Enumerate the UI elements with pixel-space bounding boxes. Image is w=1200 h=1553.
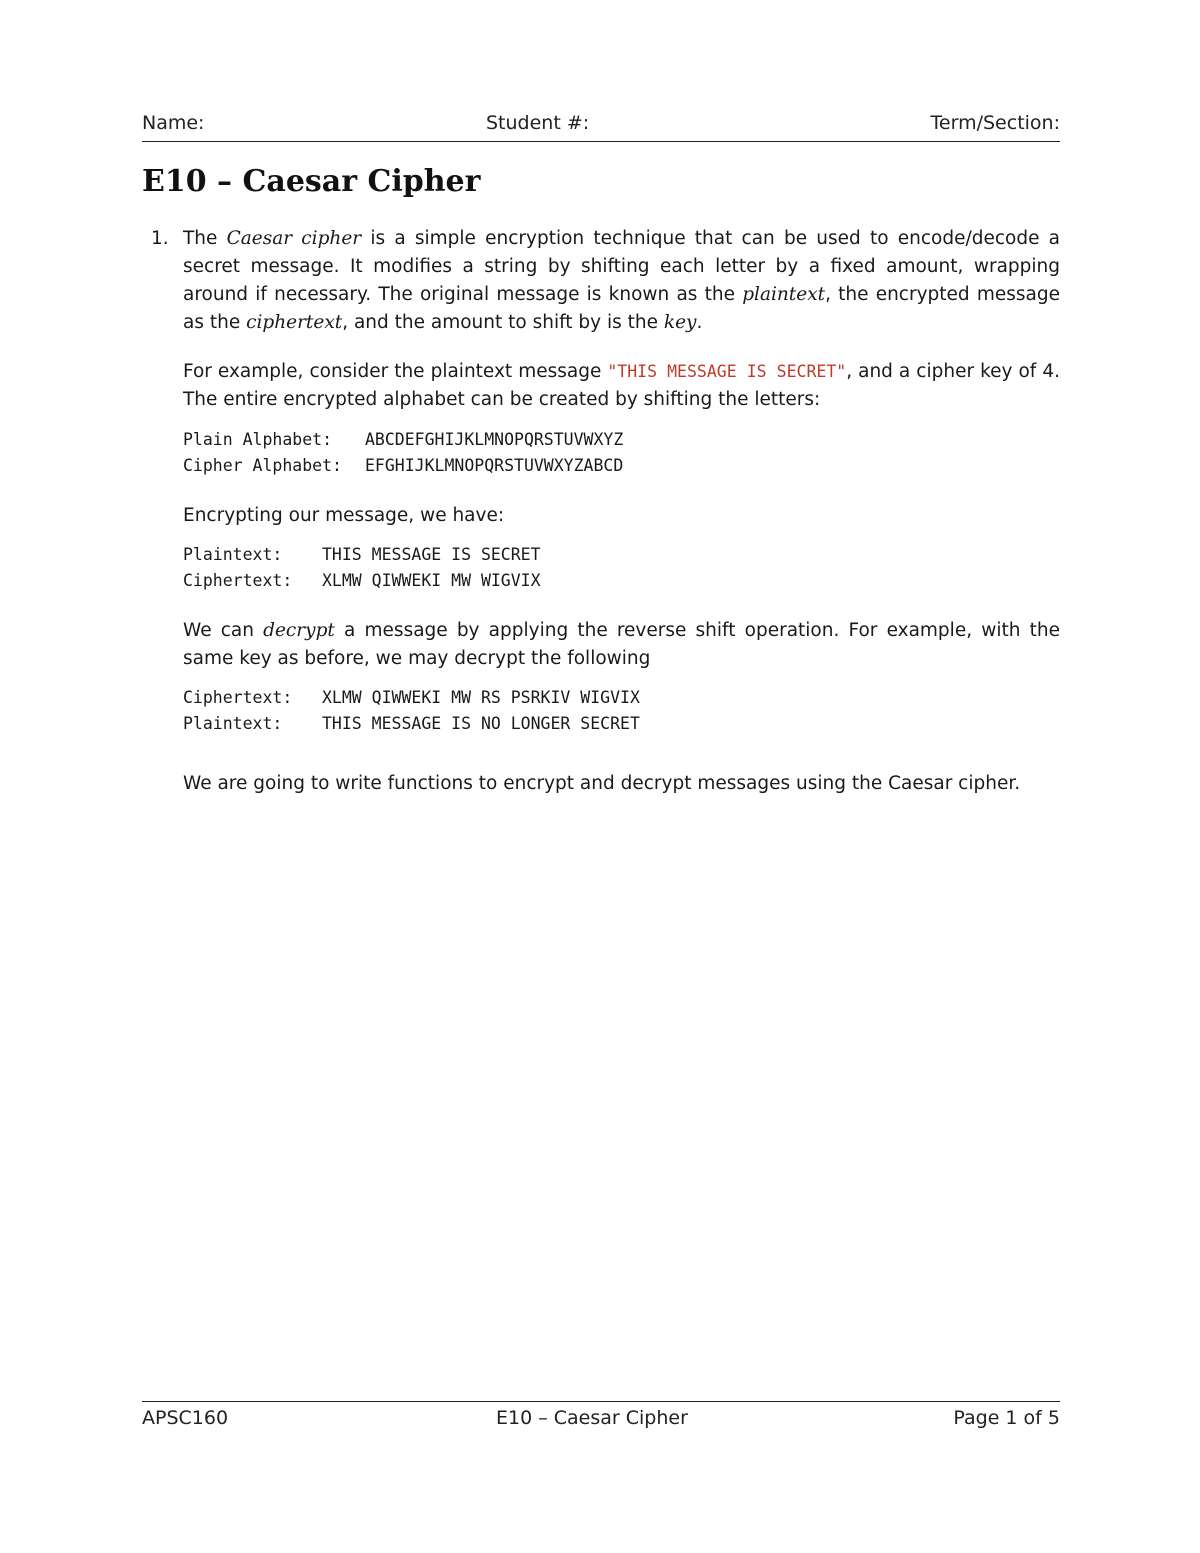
ciphertext-row [183,685,1060,711]
ciphertext-label: Ciphertext: [183,571,293,590]
alphabet-table [183,427,1060,479]
ciphertext-value: XLMW QIWWEKI MW RS PSRKIV WIGVIX [322,688,640,707]
text-run: For example, consider the plaintext message [183,361,608,382]
example-paragraph [183,358,1060,414]
plain-alphabet-value: ABCDEFGHIJKLMNOPQRSTUVWXYZ [365,430,624,449]
footer-page-number: Page 1 of 5 [953,1407,1060,1429]
example-message-code: "THIS MESSAGE IS SECRET" [607,362,847,381]
plaintext-value: THIS MESSAGE IS SECRET [322,545,541,564]
text-run: a message by applying the reverse shift operation. For example, with the same key as before, we may decrypt the following [183,620,1060,669]
plaintext-row [183,542,1060,568]
term-key: key [663,312,697,333]
cipher-alphabet-row [183,453,1060,479]
text-run: We can [183,620,264,641]
plain-alphabet-row [183,427,1060,453]
ciphertext-value: XLMW QIWWEKI MW WIGVIX [322,571,541,590]
question-1-cont2 [142,617,1060,673]
page-header [142,112,1060,142]
term-plaintext: plaintext [742,284,826,305]
term-decrypt: decrypt [263,620,335,641]
cipher-alphabet-value: EFGHIJKLMNOPQRSTUVWXYZABCD [365,456,624,475]
term-ciphertext: ciphertext [246,312,343,333]
page-title: E10 – Caesar Cipher [142,164,481,199]
text-run: . [696,312,703,333]
plaintext-label: Plaintext: [183,545,283,564]
name-label: Name: [142,112,205,134]
text-run: is a simple encryption technique that can be used to encode/decode a secret message. It modifies a string by shifting each letter by a fixed amount, wrapping around if necessary. The original message is known as the [183,228,1060,305]
question-1 [142,225,1060,414]
text-run: The [183,228,227,249]
text-run: , and a cipher key of 4. The entire encrypted alphabet can be created by shifting the letters: [183,361,1060,410]
plaintext-value: THIS MESSAGE IS NO LONGER SECRET [322,714,640,733]
plain-alphabet-label: Plain Alphabet: [183,430,333,449]
plaintext-row [183,711,1060,737]
plaintext-label: Plaintext: [183,714,283,733]
term-caesar-cipher: Caesar cipher [226,228,362,249]
ciphertext-row [183,568,1060,594]
decrypt-example [183,685,1060,737]
text-run: , the encrypted message as the [183,284,1060,333]
question-number: 1. [151,228,169,249]
question-1-cont [142,502,1060,530]
encrypt-example [183,542,1060,594]
document-body [142,225,1060,798]
student-number-label: Student #: [486,112,590,134]
page-footer [142,1401,1060,1442]
intro-paragraph [183,225,1060,337]
decrypt-paragraph [183,617,1060,673]
encrypting-paragraph: Encrypting our message, we have: [183,505,505,526]
ciphertext-label: Ciphertext: [183,688,293,707]
text-run: , and the amount to shift by is the [342,312,664,333]
cipher-alphabet-label: Cipher Alphabet: [183,456,342,475]
question-1-cont3 [142,770,1060,798]
closing-paragraph: We are going to write functions to encrypt and decrypt messages using the Caesar cipher. [183,773,1021,794]
footer-course: APSC160 [142,1407,229,1429]
term-section-label: Term/Section: [930,112,1060,134]
footer-title: E10 – Caesar Cipher [496,1407,688,1429]
